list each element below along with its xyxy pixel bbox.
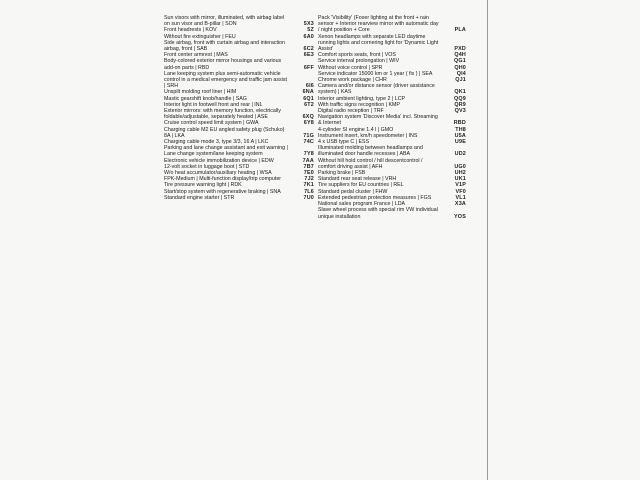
- option-code: PLA: [454, 27, 466, 34]
- option-code: VF0: [455, 188, 466, 195]
- option-description: Service indicator 15000 km or 1 year ( fix ) | SEA: [318, 70, 433, 77]
- option-description: Tire pressure warning light | RDK: [164, 182, 242, 189]
- option-item: [318, 145, 466, 157]
- option-item: [164, 108, 314, 120]
- option-description: Sun visors with mirror, illuminated, with airbag label on sun visor and B-pillar | SON: [164, 15, 285, 28]
- option-description: Standard pedal cluster | FHW: [318, 188, 388, 195]
- option-description: Without voice control | SPR: [318, 64, 383, 71]
- option-code: U5A: [454, 132, 466, 139]
- option-item: [164, 15, 314, 27]
- option-code: QK1: [454, 89, 466, 96]
- option-item: [318, 15, 466, 34]
- option-description: Comfort sports seats, front | VOS: [318, 52, 396, 59]
- option-code: X3A: [454, 201, 466, 208]
- option-code: QH0: [454, 64, 466, 71]
- option-item: [318, 158, 466, 170]
- option-description: Instrument insert, km/h speedometer | INS: [318, 132, 418, 139]
- option-code: 74C: [303, 139, 314, 146]
- option-code: QI4: [456, 70, 466, 77]
- option-code: QG1: [454, 58, 466, 65]
- option-code: 7K1: [303, 182, 314, 189]
- option-description: Interior light in footwell front and rear | INL: [164, 101, 263, 108]
- option-code: 6A0: [303, 33, 314, 40]
- option-description: Xenon headlamps with separate LED daytime running lights and cornering light for 'Dynamic Light Assist': [318, 33, 439, 53]
- option-code: YOS: [454, 213, 466, 220]
- option-item: [318, 34, 466, 53]
- option-code: 7J2: [304, 176, 314, 183]
- option-description: Charging cable M2 EU angled safety plug (Schuko) 8A | LKA: [164, 126, 285, 139]
- option-description: Front headrests | KOV: [164, 27, 217, 34]
- option-description: Tire suppliers for EU countries | REL: [318, 182, 404, 189]
- option-description: Lane keeping system plus semi-automatic vehicle control in a medical emergency and traffic jam assist | SRH: [164, 70, 287, 90]
- option-code: 6Y8: [303, 120, 314, 127]
- option-code: UH2: [454, 170, 466, 177]
- option-code: VL1: [455, 194, 466, 201]
- option-code: 7E0: [303, 170, 314, 177]
- option-code: 6NA: [302, 89, 314, 96]
- option-description: Side airbag, front with curtain airbag and interaction airbag, front | SAB: [164, 39, 286, 53]
- option-description: Standard rear seat release | VRH: [318, 176, 397, 183]
- option-description: Slave wheel process with special rim VW individual unique installation: [318, 207, 438, 220]
- option-description: Without hill hold control / hill descentcontrol / comfort driving assist | AFH: [318, 157, 423, 170]
- option-code: 6XQ: [302, 114, 314, 121]
- options-list-right: [318, 15, 466, 220]
- option-description: Unspilt molding roof liner | HIM: [164, 89, 237, 96]
- option-code: Q4H: [454, 52, 466, 59]
- option-description: 4 x USB type C | ESS: [318, 139, 370, 146]
- option-item: [164, 145, 314, 157]
- option-description: Cruise control speed limit system | GWA: [164, 120, 259, 127]
- options-list-left: [164, 15, 314, 201]
- option-code: 6I6: [305, 83, 314, 90]
- option-code: 7B7: [303, 163, 314, 170]
- option-description: Standard engine starter | STR: [164, 194, 235, 201]
- option-code: RBD: [453, 120, 466, 127]
- option-code: QJ1: [455, 77, 466, 84]
- option-description: Extended pedestrian protection measures | FGS: [318, 194, 432, 201]
- option-code: 7L6: [304, 188, 314, 195]
- option-code: QQ9: [454, 95, 466, 102]
- option-item: [318, 207, 466, 219]
- option-description: Body-colored exterior mirror housings and various add-on parts | RBD: [164, 58, 282, 71]
- option-code: 7AA: [302, 157, 314, 164]
- option-description: Illuminated molding between headlamps and illuminated door handle recesses | ABA: [318, 145, 423, 158]
- option-code: 5X3: [303, 21, 314, 28]
- option-item: [164, 71, 314, 90]
- option-description: Navigation system 'Discover Media' incl. Streaming & Internet: [318, 114, 438, 127]
- option-description: Front center armrest | MAS: [164, 52, 228, 59]
- option-code: 7U0: [303, 194, 314, 201]
- option-description: 4-cylinder SI engine 1.4 l | GMO: [318, 126, 394, 133]
- option-description: Interior ambient lighting, type 2 | LCP: [318, 95, 406, 102]
- option-item: [318, 114, 466, 126]
- option-description: National sales program France | LDA: [318, 201, 406, 208]
- option-code: UG0: [454, 163, 466, 170]
- option-description: Parking and lane change assistant and exit warning | Lane change system/lane keeping system: [164, 145, 288, 158]
- option-item: [164, 127, 314, 139]
- option-description: Digital radio reception | TRF: [318, 108, 384, 115]
- option-code: 6FF: [303, 64, 314, 71]
- option-description: Start/stop system with regenerative braking | SNA: [164, 188, 281, 195]
- option-item: [164, 40, 314, 52]
- option-description: Charging cable mode 3, type 3/3, 16 A | LKC: [164, 139, 269, 146]
- option-description: Exterior mirrors: with memory function, electrically foldable/adjustable, separately heated | ASE: [164, 108, 281, 121]
- option-description: Pack 'Visibility' (Foxer lighting at the front + rain sensor + Interior rearview mirror with automatic day / night position + Core: [318, 15, 439, 34]
- option-item: [318, 83, 466, 95]
- option-code: 7Y8: [303, 151, 314, 158]
- option-description: Without fire extinguisher | FEU: [164, 33, 236, 40]
- option-description: With traffic signs recognition | KMP: [318, 101, 400, 108]
- option-code: PXD: [454, 46, 466, 53]
- option-code: UD2: [454, 151, 466, 158]
- option-description: W/o heat accumulator/auxiliary heating | WSA: [164, 170, 272, 177]
- option-code: QR9: [454, 101, 466, 108]
- option-description: Parking brake | FSB: [318, 170, 366, 177]
- option-code: 6C2: [303, 46, 314, 53]
- option-code: V1P: [455, 182, 466, 189]
- option-code: 6Q1: [303, 95, 314, 102]
- option-description: Chrome work package | CHR: [318, 77, 387, 84]
- option-description: Service interval prolongation | WIV: [318, 58, 400, 65]
- option-code: UK1: [454, 176, 466, 183]
- page-divider: [487, 0, 488, 480]
- option-code: QV3: [454, 108, 466, 115]
- option-description: Camera and/or distance sensor (driver assistance system) | KAS: [318, 83, 435, 96]
- option-description: 12-volt socket in luggage boot | STD: [164, 163, 250, 170]
- option-code: 6E3: [303, 52, 314, 59]
- option-description: Mastic gearshift knob/handle | SAG: [164, 95, 247, 102]
- option-code: 5Z: [307, 27, 314, 34]
- option-item: [164, 58, 314, 70]
- option-description: FPK-Medium | Multi-function display/trip computer: [164, 176, 282, 183]
- option-item: [164, 195, 314, 201]
- option-code: 6T2: [304, 101, 314, 108]
- option-code: TH8: [455, 126, 466, 133]
- option-code: U9E: [454, 139, 466, 146]
- option-code: 71G: [303, 132, 314, 139]
- option-description: Electronic vehicle immobilization device | EDW: [164, 157, 274, 164]
